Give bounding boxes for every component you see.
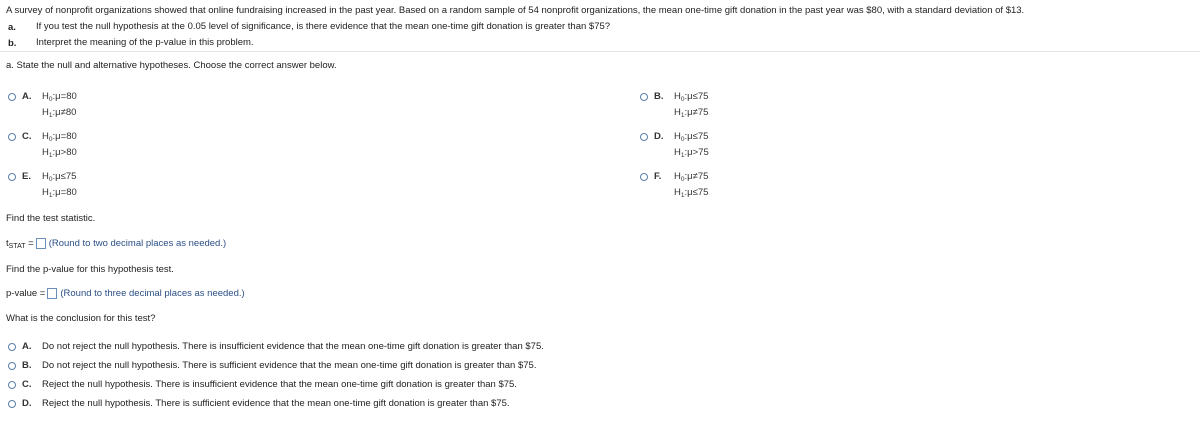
conclusion-option-text[interactable]: Reject the null hypothesis. There is sufficient evidence that the mean one-time gift donation is greater than $75. xyxy=(42,398,510,409)
part-b-text: Interpret the meaning of the p-value in this problem. xyxy=(36,37,254,48)
p-value-hint: (Round to three decimal places as needed.) xyxy=(60,288,245,299)
hypothesis-option-letter[interactable]: A. xyxy=(22,91,32,102)
hypothesis-h1-line: $H_1:\mu>75$ xyxy=(674,147,709,159)
hypothesis-h1-line: $H_1:\mu\ne 80$ xyxy=(42,107,77,119)
hypotheses-question: a. State the null and alternative hypotheses. Choose the correct answer below. xyxy=(6,60,337,71)
equals-sign: = xyxy=(28,238,34,249)
part-a-text: If you test the null hypothesis at the 0.05 level of significance, is there evidence that the mean one-time gift donation is greater than $75? xyxy=(36,21,611,32)
test-stat-prompt: Find the test statistic. xyxy=(6,213,96,224)
hypothesis-h0-line: $H_0:\mu\le 75$ xyxy=(674,131,709,143)
conclusion-option-a-radio[interactable] xyxy=(8,343,16,351)
hypothesis-option-letter[interactable]: F. xyxy=(654,171,662,182)
hypothesis-option-letter[interactable]: C. xyxy=(22,131,32,142)
test-stat-hint: (Round to two decimal places as needed.) xyxy=(48,238,227,249)
conclusion-option-letter[interactable]: A. xyxy=(22,341,32,352)
hypothesis-h0-line: $H_0:\mu=80$ xyxy=(42,91,77,103)
conclusion-option-text[interactable]: Do not reject the null hypothesis. There is insufficient evidence that the mean one-time gift donation is greater than $75. xyxy=(42,341,544,352)
hypothesis-h0-line: $H_0:\mu=80$ xyxy=(42,131,77,143)
conclusion-option-c-radio[interactable] xyxy=(8,381,16,389)
p-value-row xyxy=(6,288,245,299)
conclusion-option-letter[interactable]: B. xyxy=(22,360,32,371)
test-stat-input[interactable] xyxy=(36,238,46,249)
part-b-letter: b. xyxy=(8,38,17,49)
hypothesis-option-letter[interactable]: E. xyxy=(22,171,31,182)
conclusion-option-letter[interactable]: C. xyxy=(22,379,32,390)
divider xyxy=(0,51,1200,52)
conclusion-option-letter[interactable]: D. xyxy=(22,398,32,409)
hypothesis-h1-line: $H_1:\mu\ne 75$ xyxy=(674,107,709,119)
hypothesis-h1-line: $H_1:\mu\le 75$ xyxy=(674,187,709,199)
test-stat-row xyxy=(6,238,226,249)
conclusion-option-d-radio[interactable] xyxy=(8,400,16,408)
p-value-label: p-value = xyxy=(6,288,46,299)
part-a-letter: a. xyxy=(8,22,16,33)
hypothesis-option-f-radio[interactable] xyxy=(640,173,648,181)
conclusion-prompt: What is the conclusion for this test? xyxy=(6,313,156,324)
hypothesis-option-b-radio[interactable] xyxy=(640,93,648,101)
hypothesis-h0-line: $H_0:\mu\le 75$ xyxy=(42,171,77,183)
hypothesis-h0-line: $H_0:\mu\ne 75$ xyxy=(674,171,709,183)
hypothesis-option-letter[interactable]: B. xyxy=(654,91,664,102)
hypothesis-option-c-radio[interactable] xyxy=(8,133,16,141)
problem-intro: A survey of nonprofit organizations showed that online fundraising increased in the past year. Based on a random sample of 54 nonprofit organizations, the mean one-time gift donation in the past year was $80, with a standard deviation of $13. xyxy=(6,5,1025,16)
p-value-input[interactable] xyxy=(47,288,57,299)
conclusion-option-text[interactable]: Reject the null hypothesis. There is insufficient evidence that the mean one-time gift donation is greater than $75. xyxy=(42,379,517,390)
t-stat-label: $t_{STAT}$ xyxy=(6,238,26,250)
hypothesis-option-e-radio[interactable] xyxy=(8,173,16,181)
hypothesis-option-d-radio[interactable] xyxy=(640,133,648,141)
conclusion-option-b-radio[interactable] xyxy=(8,362,16,370)
hypothesis-h0-line: $H_0:\mu\le 75$ xyxy=(674,91,709,103)
hypothesis-option-a-radio[interactable] xyxy=(8,93,16,101)
p-value-prompt: Find the p-value for this hypothesis test. xyxy=(6,264,174,275)
hypothesis-option-letter[interactable]: D. xyxy=(654,131,664,142)
hypothesis-h1-line: $H_1:\mu>80$ xyxy=(42,147,77,159)
hypothesis-h1-line: $H_1:\mu=80$ xyxy=(42,187,77,199)
conclusion-option-text[interactable]: Do not reject the null hypothesis. There is sufficient evidence that the mean one-time gift donation is greater than $75. xyxy=(42,360,537,371)
